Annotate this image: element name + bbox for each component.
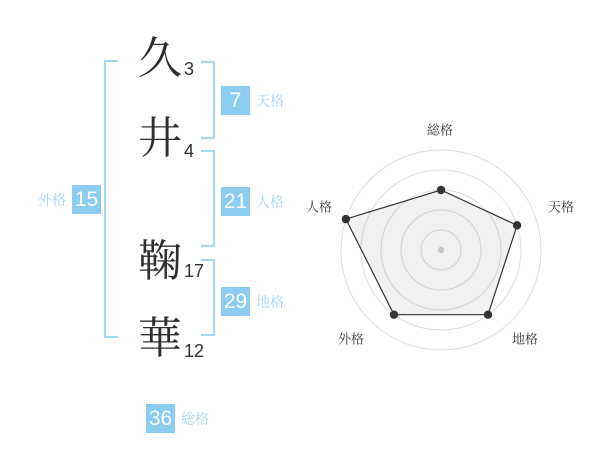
gaikaku-value-badge: 15: [72, 185, 101, 214]
stroke-count-1: 3: [184, 59, 195, 79]
name-char-1: 久: [138, 34, 182, 83]
radar-vertex-dot: [390, 311, 398, 319]
radar-axis-label: 総格: [426, 122, 454, 138]
tenkaku-value-badge: 7: [221, 86, 250, 115]
chikaku-badge-row: [221, 287, 284, 316]
stroke-count-4: 12: [184, 341, 205, 361]
gaikaku-bracket: [104, 60, 118, 338]
radar-axis-label: 天格: [547, 199, 575, 215]
radar-series-polygon: [346, 190, 517, 315]
radar-chart: [301, 120, 581, 380]
jinkaku-badge-row: [221, 187, 284, 216]
radar-vertex-dot: [484, 311, 492, 319]
radar-vertex-dot: [342, 215, 350, 223]
soukaku-badge-row: [146, 404, 209, 433]
gaikaku-badge-row: [38, 185, 101, 214]
tenkaku-label: 天格: [256, 92, 284, 109]
radar-vertex-dot: [513, 221, 521, 229]
radar-axis-label: 地格: [511, 331, 539, 347]
radar-chart-container: [301, 120, 581, 380]
jinkaku-label: 人格: [256, 193, 284, 210]
radar-axis-label: 人格: [305, 199, 333, 215]
soukaku-label: 総格: [181, 410, 209, 427]
name-char-3: 鞠: [138, 237, 182, 286]
tenkaku-badge-row: [221, 86, 284, 115]
jinkaku-bracket: [201, 150, 215, 247]
chikaku-label: 地格: [256, 293, 284, 310]
stroke-count-2: 4: [184, 141, 195, 161]
name-char-4: 華: [138, 314, 182, 363]
chikaku-value-badge: 29: [221, 287, 250, 316]
soukaku-value-badge: 36: [146, 404, 175, 433]
gaikaku-label: 外格: [38, 191, 66, 208]
jinkaku-value-badge: 21: [221, 187, 250, 216]
radar-center-dot: [438, 247, 444, 253]
radar-axis-label: 外格: [337, 331, 365, 347]
name-char-2: 井: [138, 114, 182, 163]
radar-vertex-dot: [437, 186, 445, 194]
stroke-count-3: 17: [184, 261, 205, 281]
